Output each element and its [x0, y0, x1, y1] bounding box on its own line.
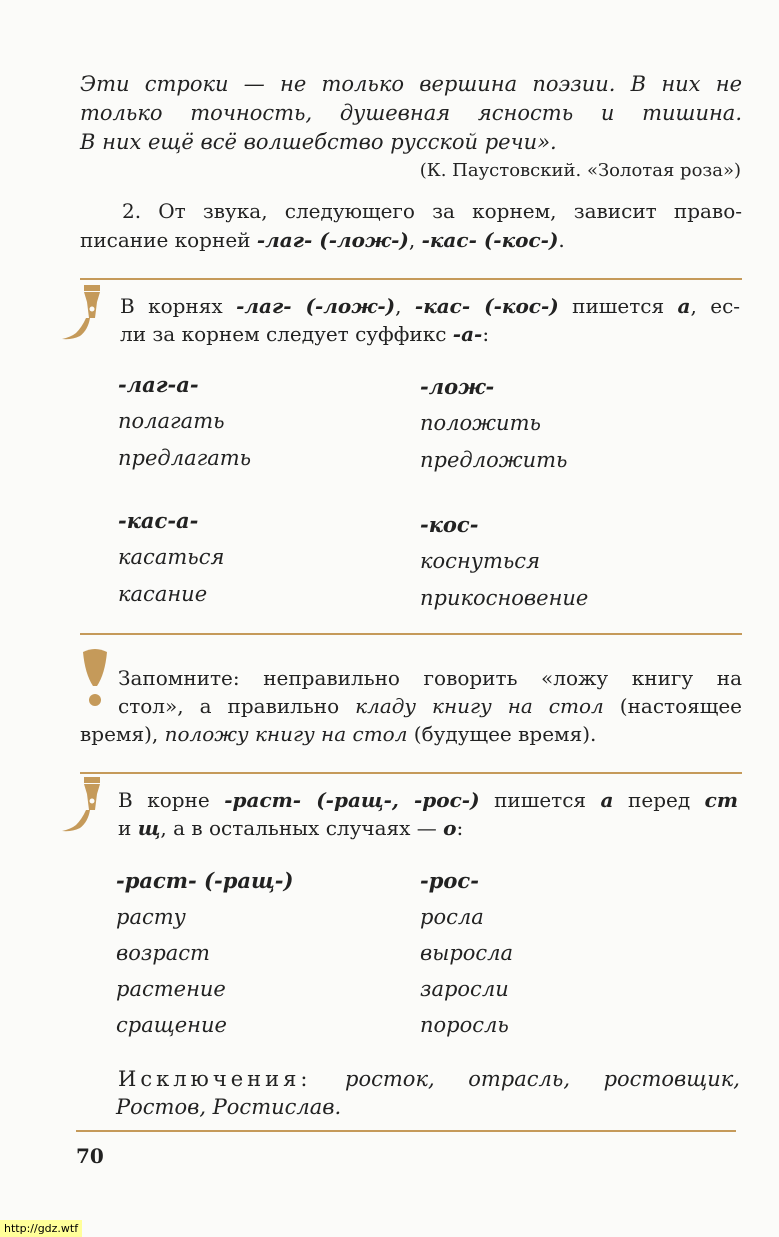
example-word: поросль — [420, 1013, 509, 1037]
text: ли за корнем следует суффикс — [120, 322, 453, 346]
root-heading: -лож- — [420, 374, 495, 399]
text: пишется — [479, 788, 601, 812]
example-word: сращение — [116, 1013, 227, 1037]
text: , — [395, 294, 415, 318]
root-heading: -рос- — [420, 868, 479, 893]
root-heading: -лаг-а- — [118, 372, 199, 397]
text: . — [558, 228, 565, 252]
divider — [76, 1130, 736, 1132]
quote-line: только точность, душевная ясность и тишина. — [80, 101, 742, 125]
root-heading: -кос- — [420, 512, 479, 537]
example-word: расту — [116, 905, 186, 929]
example-word: возраст — [116, 941, 210, 965]
example-word: положить — [420, 411, 541, 435]
text: (настоящее — [603, 694, 743, 718]
point-2-paragraph — [80, 197, 742, 255]
example-word: полагать — [118, 409, 225, 433]
example-column-kas — [118, 502, 224, 613]
example-column-ros — [420, 863, 513, 1043]
letter-term: ст — [704, 788, 738, 812]
letter-term: а — [677, 294, 691, 318]
exception-words: росток, отрасль, ростовщик, — [345, 1067, 740, 1091]
example-word: росла — [420, 905, 484, 929]
root-term: -лаг- (-лож-) — [236, 294, 396, 318]
remember-note — [80, 664, 742, 748]
rule-1-text — [120, 292, 740, 348]
root-heading: -кас-а- — [118, 508, 199, 533]
suffix-term: -а- — [452, 322, 483, 346]
quote-line: В них ещё всё волшебство русской речи». — [80, 130, 557, 154]
pen-nib-icon — [58, 283, 108, 345]
point-2-line — [80, 226, 742, 255]
divider — [80, 278, 742, 280]
note-line — [80, 692, 742, 720]
exception-words: Ростов, Ростислав. — [116, 1095, 342, 1119]
text: : — [482, 322, 490, 346]
rule-2-text — [118, 786, 738, 842]
divider — [80, 772, 742, 774]
letter-term: о — [443, 816, 457, 840]
rule-line — [120, 320, 740, 348]
divider — [80, 633, 742, 635]
root-term: -раст- (-ращ-, -рос-) — [224, 788, 480, 812]
example-word: предлагать — [118, 446, 252, 470]
quote-source: (К. Паустовский. «Золотая роза») — [419, 160, 741, 181]
root-heading: -раст- (-ращ-) — [116, 868, 294, 893]
page-number: 70 — [76, 1144, 104, 1168]
text: : — [456, 816, 464, 840]
example-word: заросли — [420, 977, 509, 1001]
watermark-link[interactable]: http://gdz.wtf — [0, 1220, 82, 1237]
example-phrase: кладу книгу на стол — [355, 694, 604, 718]
text: В корнях — [120, 294, 237, 318]
example-column-lozh — [420, 368, 567, 479]
pen-nib-icon — [58, 775, 108, 837]
text: , ес- — [690, 294, 741, 318]
example-word: предложить — [420, 448, 568, 472]
example-column-rast — [116, 863, 293, 1043]
rule-line — [118, 814, 738, 842]
root-term: -лаг- (-лож-) — [256, 228, 409, 252]
text: , — [408, 228, 422, 252]
letter-term: щ — [137, 816, 161, 840]
rule-line — [120, 292, 740, 320]
example-column-lag — [118, 366, 251, 477]
example-word: касание — [118, 582, 208, 606]
rule-line — [118, 786, 738, 814]
example-column-kos — [420, 506, 588, 617]
example-word: прикосновение — [420, 586, 589, 610]
text: стол», а правильно — [118, 694, 356, 718]
exceptions-line — [118, 1065, 740, 1093]
root-term: -кас- (-кос-) — [414, 294, 559, 318]
example-word: касаться — [118, 545, 225, 569]
text: и — [118, 816, 138, 840]
text: В корне — [118, 788, 225, 812]
quote-line: Эти строки — не только вершина поэзии. В них не — [80, 72, 742, 96]
note-line — [80, 720, 742, 748]
letter-term: а — [600, 788, 614, 812]
example-word: растение — [116, 977, 226, 1001]
example-word: выросла — [420, 941, 514, 965]
text: пишется — [558, 294, 678, 318]
root-term: -кас- (-кос-) — [421, 228, 559, 252]
exceptions-label: Исключения: — [118, 1067, 312, 1091]
text: , а в остальных случаях — — [160, 816, 444, 840]
text: время), — [80, 722, 165, 746]
exceptions — [118, 1065, 740, 1121]
text: перед — [613, 788, 705, 812]
text: писание корней — [80, 228, 257, 252]
text: (будущее время). — [407, 722, 597, 746]
point-2-line: 2. От звука, следующего за корнем, зависит право- — [122, 199, 742, 223]
example-phrase: положу книгу на стол — [164, 722, 408, 746]
example-word: коснуться — [420, 549, 540, 573]
quote-block — [80, 70, 742, 157]
note-line: Запомните: неправильно говорить «ложу книгу на — [118, 666, 742, 690]
